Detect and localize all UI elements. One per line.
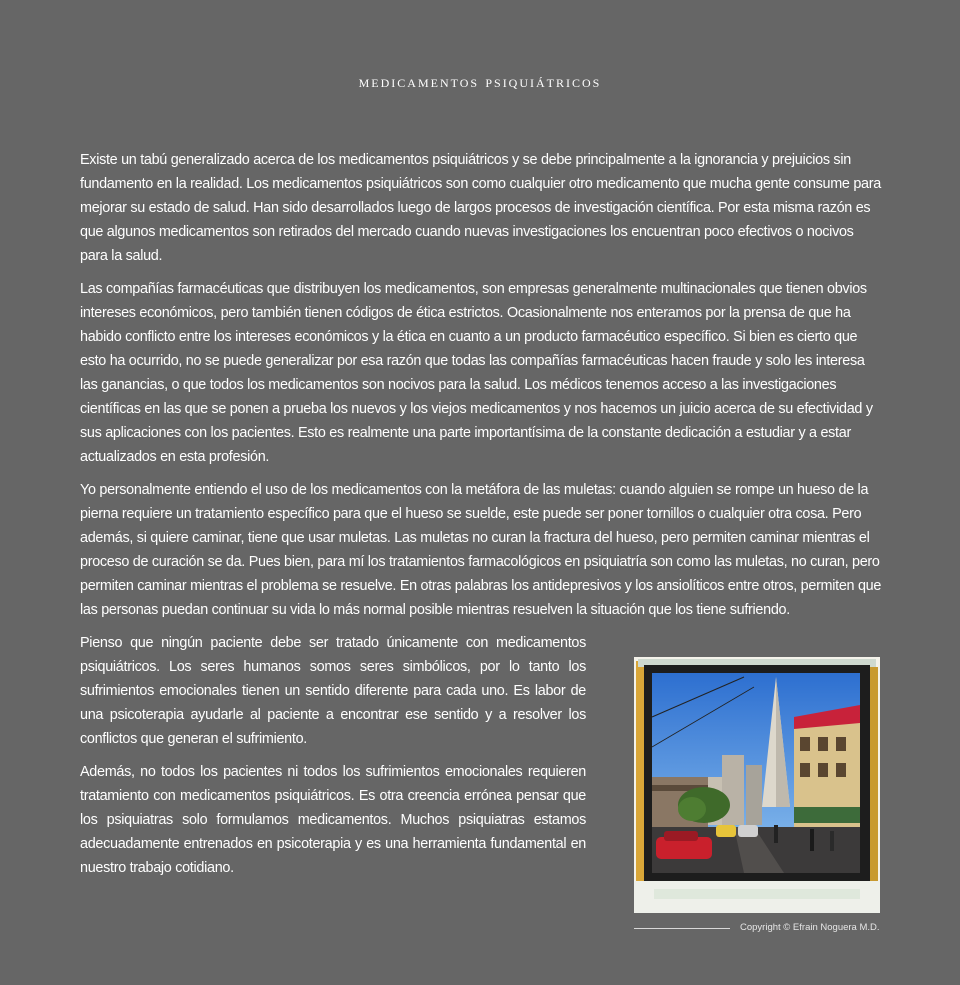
paragraph-3: Yo personalmente entiendo el uso de los medicamentos con la metáfora de las muletas: cuando alguien se rompe un hueso de la pierna requiere un tratamiento específico para que el hueso se suelde, este puede ser poner tornillos o cualquier otra cosa. Pero además, si quiere caminar, tiene que usar muletas. Las muletas no curan la fractura del hueso, pero permiten caminar mientras el proceso de curación se da. Pues bien, para mí los tratamientos farmacológicos en psiquiatría son como las muletas, no curan, pero permiten caminar mientras el problema se resuelve. En otras palabras los antidepresivos y los ansiolíticos entre otros, permiten que las personas puedan continuar su vida lo más normal posible mientras resuelven la situación que los tiene sufriendo. (80, 482, 882, 618)
copyright-notice (634, 921, 884, 937)
paragraph-4: Pienso que ningún paciente debe ser tratado únicamente con medicamentos psiquiátricos. Los seres humanos somos seres simbólicos, por lo tanto los sufrimientos emocionales tienen un sentido diferente para cada uno. Es labor de una psicoterapia ayudarle al paciente a encontrar ese sentido y a resolver los conflictos que generan el sufrimiento. (80, 635, 586, 747)
paragraph-1: Existe un tabú generalizado acerca de los medicamentos psiquiátricos y se debe principalmente a la ignorancia y prejuicios sin fundamento en la realidad. Los medicamentos psiquiátricos son como cualquier otro medicamento que mucha gente consume para mejorar su estado de salud. Han sido desarrollados luego de largos procesos de investigación científica. Por esta misma razón es que algunos medicamentos son retirados del mercado cuando nuevas investigaciones los encuentran poco efectivos o nocivos para la salud. (80, 152, 881, 264)
paragraph-5: Además, no todos los pacientes ni todos los sufrimientos emocionales requieren tratamiento con medicamentos psiquiátricos. Es otra creencia errónea pensar que los psiquiatras solo formulamos medicamentos. Muchos psiquiatras estamos adecuadamente entrenados en psicoterapia y es una herramienta fundamental en nuestro trabajo cotidiano. (80, 764, 586, 876)
page-title: medicamentos psiquiátricos (358, 72, 602, 91)
paragraph-2: Las compañías farmacéuticas que distribuyen los medicamentos, son empresas generalmente multinacionales que tienen obvios intereses económicos, pero también tienen códigos de ética estrictos. Ocasionalmente nos enteramos por la prensa de que ha habido conflicto entre los intereses económicos y la ética en cuanto a un producto farmacéutico específico. Si bien es cierto que esto ha ocurrido, no se puede generalizar por esa razón que todas las compañías farmacéuticas hacen fraude y solo les interesa las ganancias, o que todos los medicamentos son nocivos para la salud. Los médicos tenemos acceso a las investigaciones científicas en las que se ponen a prueba los nuevos y los viejos medicamentos y nos hacemos un juicio acerca de su efectividad y sus aplicaciones con los pacientes. Esto es realmente una parte importantísima de la constante dedicación a estudiar y a estar actualizados en esta profesión. (80, 281, 873, 465)
copyright-text: Copyright © Efrain Noguera M.D. (740, 922, 880, 933)
copyright-rule (634, 928, 730, 929)
photo-illustration (634, 657, 880, 913)
city-street-photo (634, 657, 880, 913)
